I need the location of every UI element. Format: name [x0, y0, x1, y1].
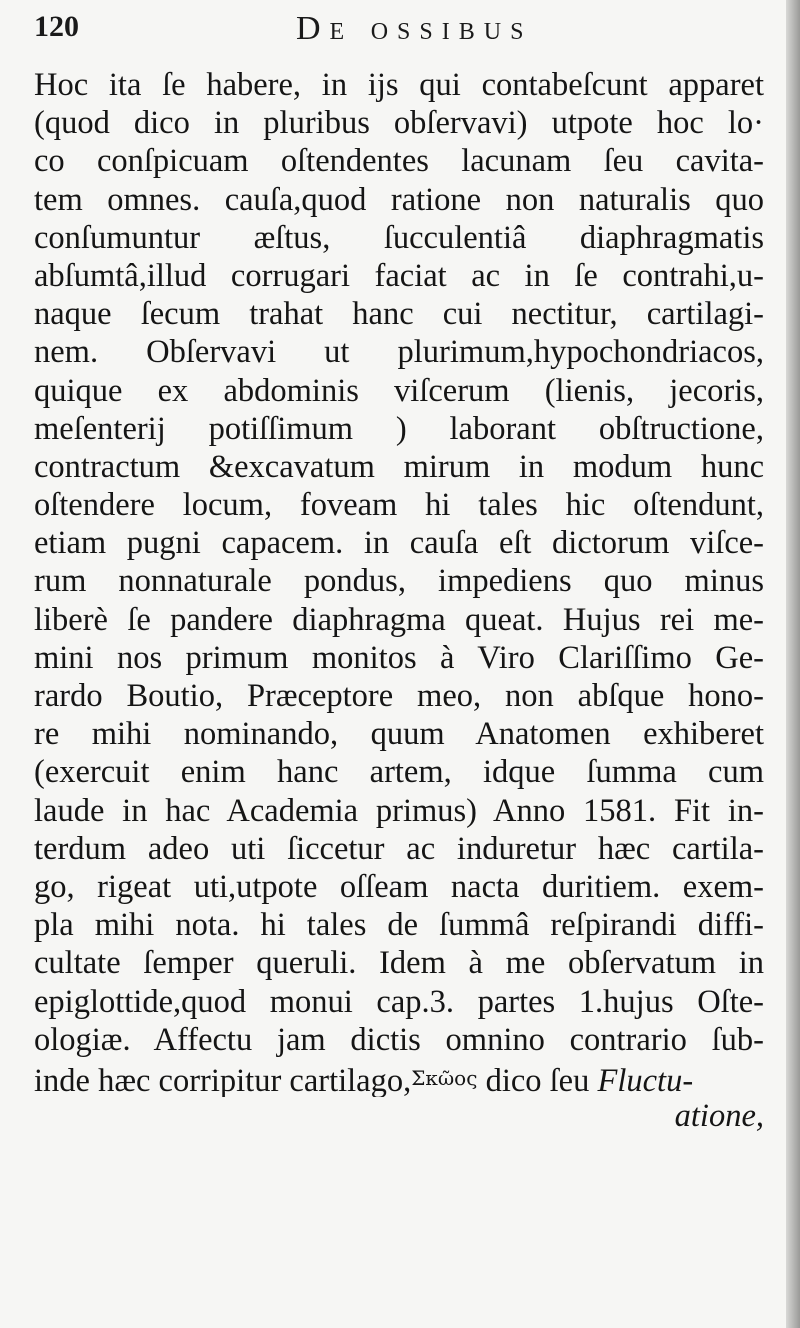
text-line: (exercuit enim hanc artem, idque ſumma cum	[34, 754, 764, 791]
text-line: conſumuntur æſtus, ſucculentiâ diaphragmatis	[34, 219, 764, 256]
text-line: laude in hac Academia primus) Anno 1581. Fit in-	[34, 792, 764, 829]
text-line: mini nos primum monitos à Viro Clariſſimo Ge-	[34, 639, 764, 676]
text-line: contractum &excavatum mirum in modum hunc	[34, 448, 764, 485]
text-line: terdum adeo uti ſiccetur ac induretur hæc cartila-	[34, 830, 764, 867]
text-line-last	[34, 1059, 764, 1097]
text-line: meſenterij potiſſimum ) laborant obſtructione,	[34, 410, 764, 447]
last-line-italic: Fluctu-	[597, 1062, 694, 1098]
catchword: atione,	[674, 1098, 764, 1135]
body-text	[34, 66, 764, 1135]
text-line: liberè ſe pandere diaphragma queat. Hujus rei me-	[34, 601, 764, 638]
greek-word: Σκῶος	[411, 1065, 478, 1090]
text-line: Hoc ita ſe habere, in ijs qui contabeſcunt apparet	[34, 67, 764, 103]
page-gutter-shadow	[786, 0, 800, 1328]
text-line: abſumtâ,illud corrugari faciat ac in ſe contrahi,u-	[34, 257, 764, 294]
text-line: quique ex abdominis viſcerum (lienis, jecoris,	[34, 372, 764, 409]
running-title: De ossibus	[296, 10, 533, 47]
text-line: go, rigeat uti,utpote oſſeam nacta duritiem. exem-	[34, 868, 764, 905]
text-line: nem. Obſervavi ut plurimum,hypochondriacos,	[34, 334, 764, 371]
last-line-middle: dico ſeu	[477, 1062, 598, 1098]
text-line: cultate ſemper queruli. Idem à me obſervatum in	[34, 945, 764, 982]
text-line: etiam pugni capacem. in cauſa eſt dictorum viſce-	[34, 525, 764, 562]
text-line: pla mihi nota. hi tales de ſummâ reſpirandi diffi-	[34, 907, 764, 944]
text-line: oſtendere locum, foveam hi tales hic oſtendunt,	[34, 487, 764, 524]
text-line: naque ſecum trahat hanc cui nectitur, cartilagi-	[34, 296, 764, 333]
text-line: ologiæ. Affectu jam dictis omnino contrario ſub-	[34, 1021, 764, 1058]
text-line: tem omnes. cauſa,quod ratione non naturalis quo	[34, 181, 764, 218]
text-line: epiglottide,quod monui cap.3. partes 1.hujus Oſte-	[34, 983, 764, 1020]
text-line: rardo Boutio, Præceptore meo, non abſque hono-	[34, 678, 764, 714]
text-line: rum nonnaturale pondus, impediens quo minus	[34, 563, 764, 600]
page-header	[34, 8, 774, 62]
text-line: co conſpicuam oſtendentes lacunam ſeu cavita-	[34, 143, 764, 180]
text-line: re mihi nominando, quum Anatomen exhiberet	[34, 716, 764, 753]
page-number: 120	[34, 10, 79, 43]
text-line: (quod dico in pluribus obſervavi) utpote hoc lo·	[34, 105, 764, 142]
last-line-text: inde hæc corripitur cartilago,	[34, 1062, 412, 1098]
